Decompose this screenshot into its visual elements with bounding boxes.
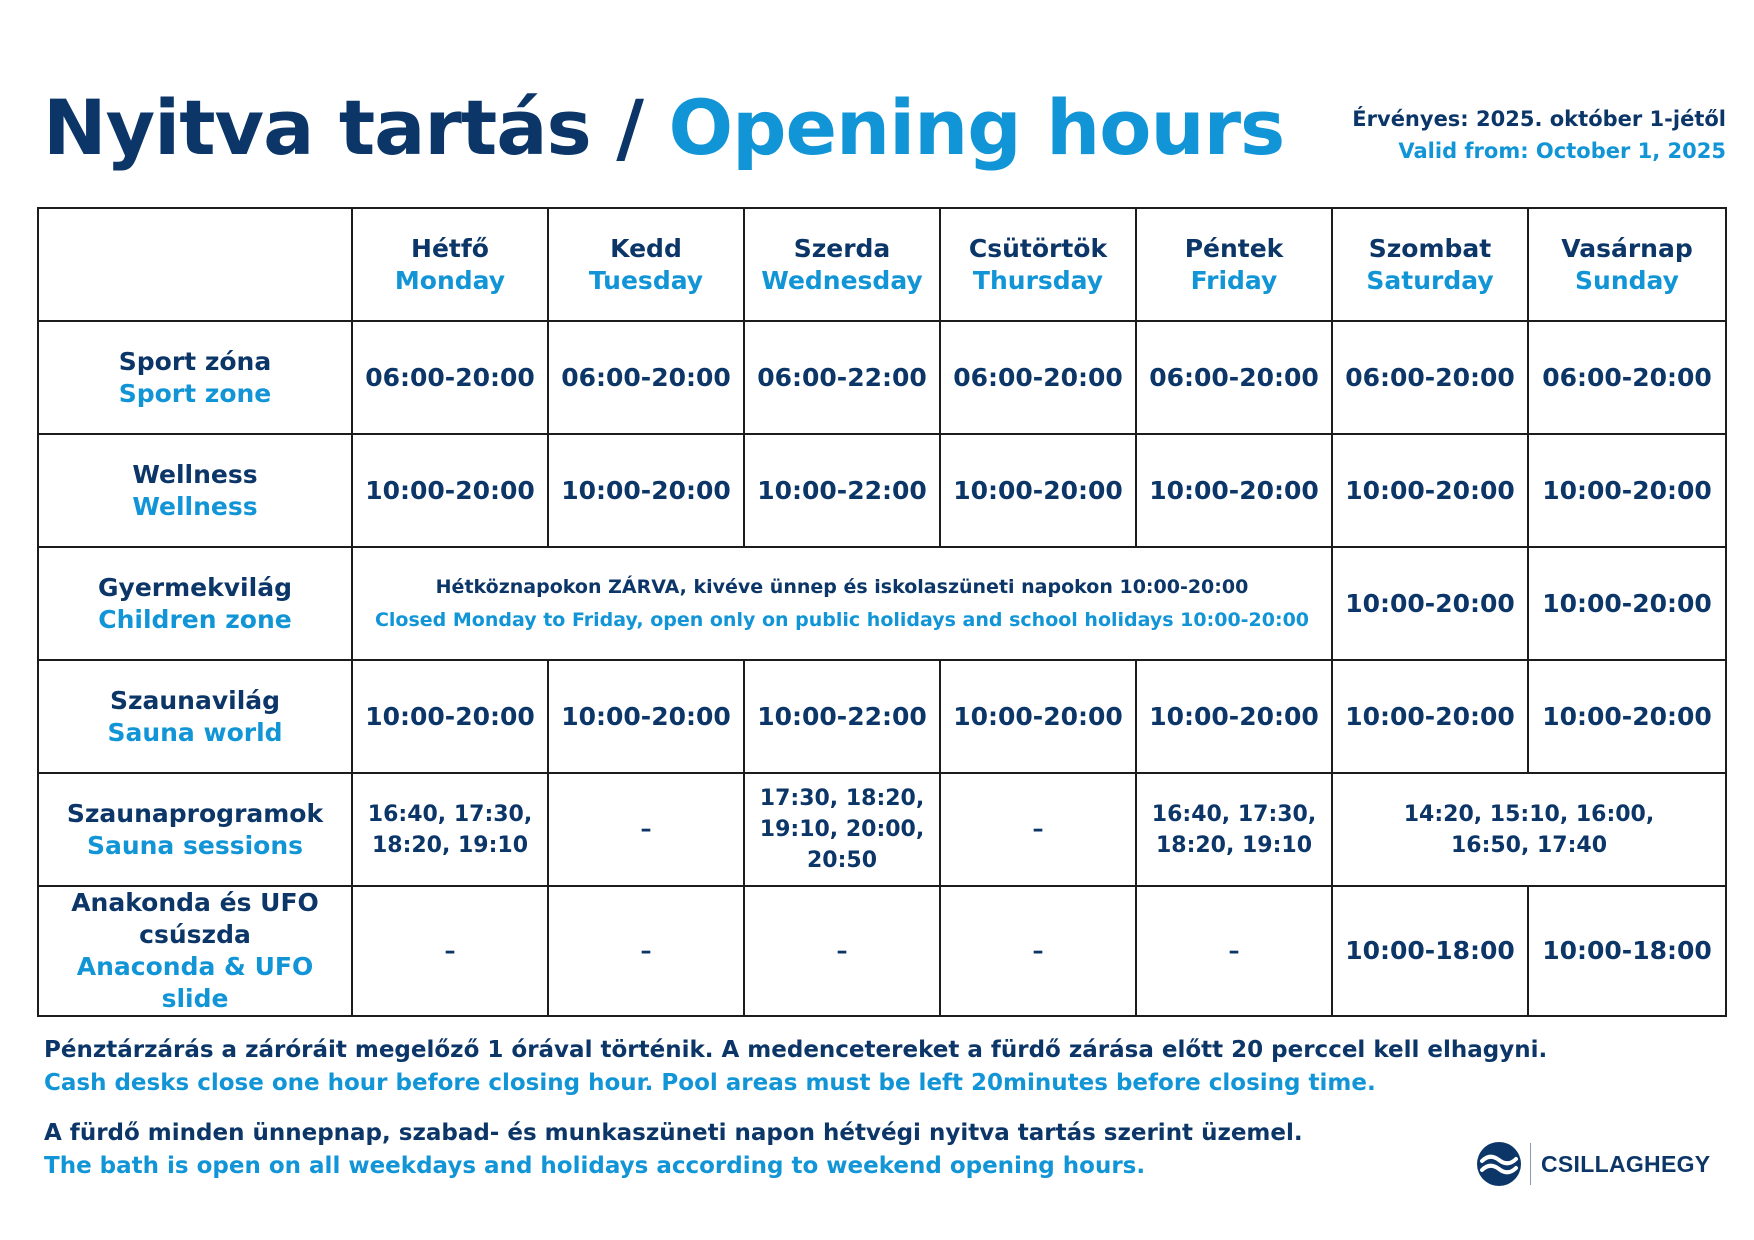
empty-cell-dash: – <box>548 886 744 1016</box>
table-row-sauna-sessions <box>38 773 1726 886</box>
day-hu: Kedd <box>610 233 682 263</box>
day-en: Sunday <box>1575 265 1679 295</box>
row-label-hu: Wellness <box>132 459 258 489</box>
header-row <box>38 208 1726 321</box>
hours-cell: 10:00-20:00 <box>352 434 548 547</box>
title-en: Opening hours <box>668 83 1285 172</box>
footer-notes <box>44 1034 1547 1183</box>
empty-cell-dash: – <box>940 773 1136 886</box>
row-label-hu: Szaunavilág <box>109 685 281 715</box>
hours-cell: 06:00-20:00 <box>1332 321 1528 434</box>
logo-text: CSILLAGHEGY <box>1541 1150 1711 1177</box>
day-header-tuesday <box>548 208 744 321</box>
hours-cell: 10:00-20:00 <box>1136 660 1332 773</box>
empty-cell-dash: – <box>940 886 1136 1016</box>
row-header-sauna-sessions <box>38 773 352 886</box>
row-header-children-zone <box>38 547 352 660</box>
sessions-cell-friday <box>1136 773 1332 886</box>
row-header-sauna-world <box>38 660 352 773</box>
hours-cell: 06:00-20:00 <box>548 321 744 434</box>
sessions-cell-wednesday <box>744 773 940 886</box>
day-header-saturday <box>1332 208 1528 321</box>
validity-en: Valid from: October 1, 2025 <box>1398 139 1726 163</box>
day-hu: Hétfő <box>411 233 489 263</box>
day-hu: Szombat <box>1368 233 1492 263</box>
validity-hu: Érvényes: 2025. október 1-jétől <box>1352 107 1726 131</box>
day-header-friday <box>1136 208 1332 321</box>
day-en: Wednesday <box>761 265 923 295</box>
day-en: Saturday <box>1366 265 1494 295</box>
day-header-thursday <box>940 208 1136 321</box>
day-header-wednesday <box>744 208 940 321</box>
closed-note-en: Closed Monday to Friday, open only on public holidays and school holidays 10:00-20:00 <box>374 608 1310 631</box>
page-title <box>43 80 1284 176</box>
hours-cell: 10:00-18:00 <box>1528 886 1726 1016</box>
empty-cell-dash: – <box>1136 886 1332 1016</box>
day-header-sunday <box>1528 208 1726 321</box>
day-hu: Péntek <box>1184 233 1284 263</box>
row-label-en: Children zone <box>98 604 292 634</box>
table-row-sport-zone <box>38 321 1726 434</box>
day-en: Thursday <box>972 265 1104 295</box>
row-label-en: Anaconda & UFO slide <box>76 952 314 1013</box>
row-label-hu: Szaunaprogramok <box>66 798 324 828</box>
hours-cell: 10:00-20:00 <box>1136 434 1332 547</box>
holiday-note-hu: A fürdő minden ünnepnap, szabad- és munkaszüneti napon hétvégi nyitva tartás szerint üzemel. <box>44 1120 1303 1146</box>
empty-cell-dash: – <box>548 773 744 886</box>
title-hu: Nyitva tartás <box>43 83 591 172</box>
wave-circle-icon <box>1476 1141 1522 1187</box>
row-header-sport-zone <box>38 321 352 434</box>
day-hu: Vasárnap <box>1561 233 1693 263</box>
hours-cell: 06:00-22:00 <box>744 321 940 434</box>
session-line: 18:20, 19:10 <box>1155 832 1313 858</box>
sessions-cell-weekend <box>1332 773 1726 886</box>
empty-cell-dash: – <box>352 886 548 1016</box>
cash-desk-note-hu: Pénztárzárás a záróráit megelőző 1 órával történik. A medencetereket a fürdő zárása előtt 20 perccel kell elhagyni. <box>44 1037 1548 1063</box>
session-line: 16:50, 17:40 <box>1450 832 1608 858</box>
row-label-hu-cont: csúszda <box>139 920 251 949</box>
day-en: Monday <box>394 265 506 295</box>
hours-cell: 10:00-20:00 <box>352 660 548 773</box>
sessions-cell-monday <box>352 773 548 886</box>
table-row-wellness <box>38 434 1726 547</box>
table-row-sauna-world <box>38 660 1726 773</box>
title-separator: / <box>616 83 643 172</box>
hours-cell: 10:00-20:00 <box>548 660 744 773</box>
table-row-slide <box>38 886 1726 1016</box>
session-line: 17:30, 18:20, <box>759 786 925 811</box>
cash-desk-note-en: Cash desks close one hour before closing hour. Pool areas must be left 20minutes before closing time. <box>44 1070 1376 1096</box>
day-en: Friday <box>1190 265 1278 295</box>
hours-cell: 10:00-20:00 <box>940 434 1136 547</box>
hours-cell: 06:00-20:00 <box>1136 321 1332 434</box>
row-label-en: Sport zone <box>118 378 272 408</box>
hours-cell: 10:00-20:00 <box>1332 547 1528 660</box>
row-label-hu: Gyermekvilág <box>98 572 292 602</box>
day-hu: Szerda <box>793 233 891 263</box>
csillaghegy-logo <box>1476 1141 1710 1187</box>
row-label-en: Sauna world <box>107 717 283 747</box>
session-line: 16:40, 17:30, <box>1151 801 1317 827</box>
session-line: 16:40, 17:30, <box>367 801 533 827</box>
hours-cell: 10:00-22:00 <box>744 660 940 773</box>
row-header-wellness <box>38 434 352 547</box>
hours-cell: 10:00-20:00 <box>1528 547 1726 660</box>
empty-cell-dash: – <box>744 886 940 1016</box>
closed-note-hu: Hétköznapokon ZÁRVA, kivéve ünnep és iskolaszüneti napokon 10:00-20:00 <box>435 575 1249 598</box>
hours-cell: 06:00-20:00 <box>352 321 548 434</box>
validity-note <box>1352 103 1726 167</box>
holiday-note-en: The bath is open on all weekdays and holidays according to weekend opening hours. <box>44 1153 1146 1179</box>
row-label-en: Sauna sessions <box>86 830 304 860</box>
weekday-closed-note <box>352 547 1332 660</box>
corner-cell <box>38 208 352 321</box>
session-line: 19:10, 20:00, <box>759 817 925 842</box>
day-en: Tuesday <box>588 265 704 295</box>
table-row-children-zone <box>38 547 1726 660</box>
hours-cell: 10:00-20:00 <box>1332 660 1528 773</box>
session-line: 18:20, 19:10 <box>371 832 529 858</box>
row-label-en: Wellness <box>132 491 258 521</box>
session-line: 20:50 <box>806 848 878 873</box>
hours-cell: 10:00-20:00 <box>1528 660 1726 773</box>
row-header-slide <box>38 886 352 1016</box>
day-header-monday <box>352 208 548 321</box>
row-label-hu: Sport zóna <box>118 346 272 376</box>
hours-cell: 10:00-20:00 <box>940 660 1136 773</box>
hours-cell: 06:00-20:00 <box>1528 321 1726 434</box>
hours-cell: 10:00-18:00 <box>1332 886 1528 1016</box>
hours-cell: 10:00-20:00 <box>1528 434 1726 547</box>
hours-cell: 10:00-22:00 <box>744 434 940 547</box>
hours-cell: 10:00-20:00 <box>548 434 744 547</box>
hours-cell: 10:00-20:00 <box>1332 434 1528 547</box>
hours-cell: 06:00-20:00 <box>940 321 1136 434</box>
day-hu: Csütörtök <box>968 233 1108 263</box>
opening-hours-table <box>37 207 1727 1017</box>
session-line: 14:20, 15:10, 16:00, <box>1403 801 1655 827</box>
row-label-hu: Anakonda és UFO <box>71 888 319 917</box>
